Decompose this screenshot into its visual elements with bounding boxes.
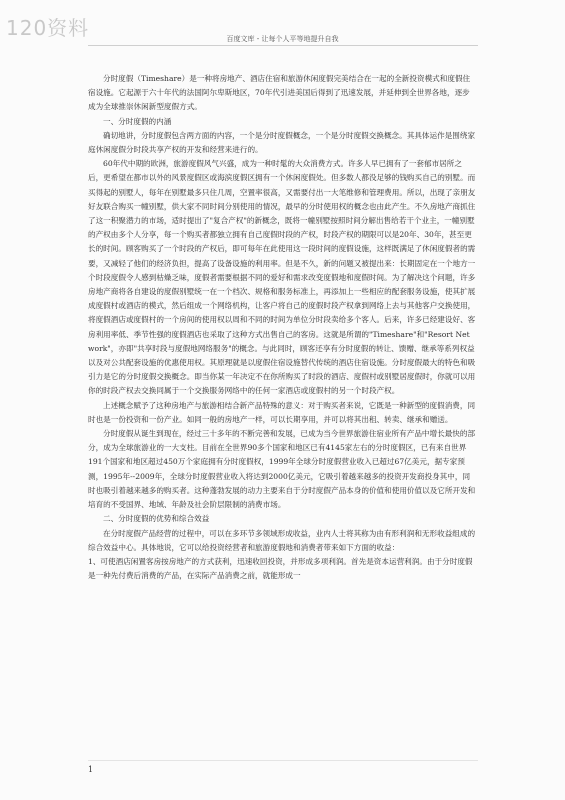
page-number: 1: [88, 765, 94, 774]
header-divider: [88, 45, 478, 46]
page-header-banner: 百度文库 - 让每个人平等地提升自我: [226, 35, 339, 43]
document-body: [88, 72, 476, 583]
footer-divider: [88, 760, 478, 761]
body-paragraph: 分时度假从诞生到现在，经过三十多年的不断完善和发展，已成为当今世界旅游住宿业所有产品中增长最快的部分，成为全球旅游业的一大支柱。目前在全世界90多个国家和地区已有4145家左右的分时度假区，已有来自世界191个国家和地区超过450万个家庭拥有分时度假权，1999年全球分时度假营业收入已超过67亿美元，据专家预测，1995年--2009年，全球分时度假营业收入将达到2000亿美元，它吸引着越来越多的投资开发商投身其中，同时也吸引着越来越多的购买者。这种蓬勃发展的动力主要来自于分时度假产品本身的价值和使用价值以及它所开发和培育的不受国界、地域、年龄及社会阶层限制的消费市场。: [88, 429, 476, 510]
intro-paragraph: 分时度假（Timeshare）是一种将房地产、酒店住宿和旅游休闲度假完美结合在一起的全新投资模式和度假住宿设施。它起源于六十年代的法国阿尔卑斯地区，70年代引进美国后得到了迅速发展，并延伸到全世界各地，逐步成为全球推崇休闲新型度假方式。: [88, 74, 471, 112]
body-paragraph: 确切地讲，分时度假包含两方面的内容，一个是分时度假概念，一个是分时度假交换概念。其具体运作是围绕家庭休闲度假分时段共享产权的开发和经营来进行的。: [88, 130, 476, 155]
list-item-1: 1、可使酒店闲置客房按房地产的方式获利，迅速收回投资，并形成多项利润。首先是资本运营利润。由于分时度假是一种先付费后消费的产品，在实际产品消费之前，就能形成一: [88, 556, 473, 581]
body-paragraph: 60年代中期的欧洲，旅游度假风气兴盛，成为一种时髦的大众消费方式。许多人早已拥有了一套郁市居所之后，更希望在都市以外的风景度假区或海滨度假区拥有一个休闲度假处。但多数人都没足够的钱购买自己的别墅。而买得起的别墅人，每年在别墅最多只住几周，空置率很高，又需要付出一大笔维修和管理费用。所以，出现了亲朋友好友联合购买一幢别墅，供大家不同时间分别使用的情况，最早的分时使用权的概念也由此产生。不久房地产商抓住了这一积聚潜力的市场，适时提出了"复合产权"的新概念，既将一幢别墅按照时间分解出售给若干个业主，一幢别墅的产权由多个人分享，每一个购买者都独立拥有自己度假时段的产权，时段产权的期限可以是20年、30年，甚至更长的时间。顾客购买了一个时段的产权后，即可每年在此使用这一段时间的度假设施，这样既满足了休闲度假者的需要，又减轻了他们的经济负担，提高了设备设施的利用率。但是不久，新的问题又被提出来：长期固定在一个地方一个时段度假令人感到枯燥乏味，度假者需要根据不同的爱好和需求改变度假地和度假时间。为了解决这个问题，许多房地产商将各自建设的度假别墅统一在一个档次、规格和服务标准上，再添加上一些相应的配套服务设施，使其扩展成度假村或酒店的模式，然后组成一个网络机构，让客户将自己的度假时段产权拿到网络上去与其他客户交换使用，将度假酒店或度假村的一个房间的使用权以周和不同的时间为单位分时段卖给多个客人。后来，许多已经建设好、客房利用率低、季节性强的度假酒店也采取了这种方式出售自己的客房。这就是所谓的"Timeshare"和"Resort Net work"，亦即"共享时段与度假地网络服务"的概念。与此同时，顾客还享有分时度假的转让、馈赠、继承等系列权益以及对公共配套设施的优惠使用权。其原理就是以度假住宿设施替代传统的酒店住宿设施。分时度假最大的特色和吸引力是它的分时度假交换概念。即当你某一年决定不在你所购买了时段的酒店、度假村或别墅居度假时，你就可以用你的时段产权去交换同属于一个交换服务网络中的任何一家酒店或度假村的另一个时段产权。: [88, 159, 476, 396]
section-heading-1: 一、分时度假的内涵: [103, 116, 172, 126]
body-paragraph: 在分时度假产品经营的过程中，可以在多环节多领域形成收益，业内人士将其称为由有形利润和无形收益组成的综合效益中心。具体地说，它可以给投资经营者和旅游度假地和消费者带来如下方面的收益：: [88, 528, 476, 552]
watermark-logo: 120资料: [6, 16, 90, 40]
section-heading-2: 二、分时度假的优势和综合效益: [103, 514, 210, 524]
body-paragraph: 上述概念赋予了这种房地产与旅游相结合新产品特殊的意义：对于购买者来说，它既是一种新型的度假消费，同时也是一份投资和一份产业。如同一般的房地产一样，可以长期享用，并可以将其出租、转卖、继承和赠送。: [88, 400, 476, 424]
